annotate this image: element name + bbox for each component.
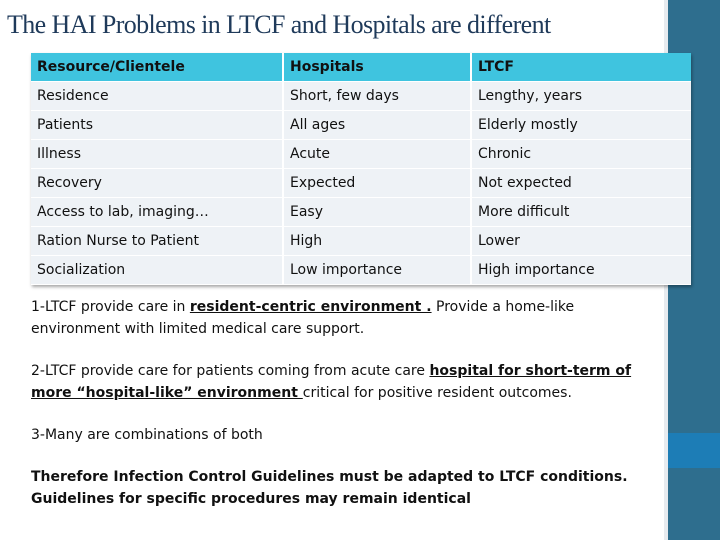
table-cell: All ages — [283, 111, 471, 140]
table-cell: Access to lab, imaging… — [31, 198, 283, 227]
note-text: Provide a home-like environment with limited medical care support. — [31, 299, 575, 337]
table-cell: More difficult — [471, 198, 691, 227]
table-cell: Easy — [283, 198, 471, 227]
table-cell: Low importance — [283, 256, 471, 285]
table-header-row — [31, 53, 691, 82]
header-cell: Hospitals — [283, 53, 471, 82]
table-cell: Recovery — [31, 169, 283, 198]
note-text: Therefore Infection Control Guidelines must be adapted to LTCF conditions. — [31, 469, 628, 485]
table-cell: Chronic — [471, 140, 691, 169]
table-cell: Illness — [31, 140, 283, 169]
note-text: critical for positive resident outcomes. — [302, 385, 572, 401]
table-cell: Expected — [283, 169, 471, 198]
table-row — [31, 227, 691, 256]
sidebar-accent-block — [668, 433, 720, 468]
header-cell: Resource/Clientele — [31, 53, 283, 82]
table-cell: Short, few days — [283, 82, 471, 111]
table-cell: High importance — [471, 256, 691, 285]
table-cell: Elderly mostly — [471, 111, 691, 140]
table-row — [31, 169, 691, 198]
table-cell: Acute — [283, 140, 471, 169]
table-row — [31, 140, 691, 169]
table-row — [31, 111, 691, 140]
note-text: Guidelines for specific procedures may remain identical — [31, 491, 471, 507]
note-text: 1-LTCF provide care in — [31, 299, 190, 315]
table-cell: Ration Nurse to Patient — [31, 227, 283, 256]
note-text: 2-LTCF provide care for patients coming from acute care — [31, 363, 430, 379]
comparison-table — [31, 53, 691, 285]
header-cell: LTCF — [471, 53, 691, 82]
table-cell: Residence — [31, 82, 283, 111]
table-cell: Patients — [31, 111, 283, 140]
slide-title: The HAI Problems in LTCF and Hospitals are different — [7, 10, 551, 39]
notes-section — [31, 296, 661, 510]
table-row — [31, 256, 691, 285]
table-cell: Socialization — [31, 256, 283, 285]
table-cell: Lengthy, years — [471, 82, 691, 111]
table-cell: Not expected — [471, 169, 691, 198]
table-row — [31, 82, 691, 111]
note-1 — [31, 296, 661, 340]
note-conclusion — [31, 466, 661, 510]
table-cell: High — [283, 227, 471, 256]
note-2 — [31, 360, 661, 404]
note-3: 3-Many are combinations of both — [31, 427, 263, 443]
table-cell: Lower — [471, 227, 691, 256]
note-emphasis: resident-centric environment . — [189, 299, 432, 315]
table-row — [31, 198, 691, 227]
note-emphasis: hospital for short-term of more “hospital-like” environment — [31, 363, 632, 401]
